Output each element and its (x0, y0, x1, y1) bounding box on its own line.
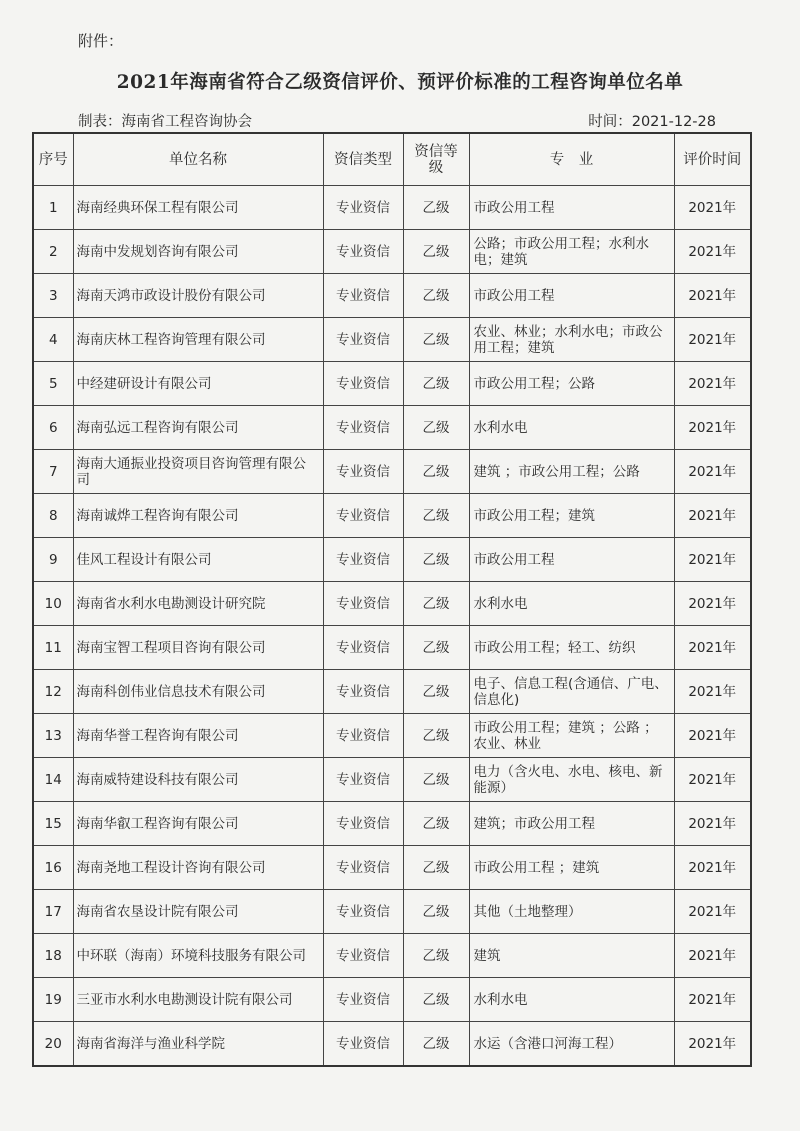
cell-credit-grade: 乙级 (403, 538, 469, 582)
table-header-row (33, 133, 751, 186)
cell-credit-type: 专业资信 (323, 406, 403, 450)
cell-credit-type: 专业资信 (323, 758, 403, 802)
cell-company-name: 佳风工程设计有限公司 (73, 538, 323, 582)
table-row (33, 846, 751, 890)
cell-company-name: 海南威特建设科技有限公司 (73, 758, 323, 802)
cell-company-name: 海南宝智工程项目咨询有限公司 (73, 626, 323, 670)
cell-evaluation-year: 2021年 (674, 230, 751, 274)
maker-label: 制表：海南省工程咨询协会 (78, 114, 252, 130)
cell-evaluation-year: 2021年 (674, 670, 751, 714)
table-row (33, 494, 751, 538)
cell-company-name: 海南大通振业投资项目咨询管理有限公司 (73, 450, 323, 494)
cell-no: 15 (33, 802, 73, 846)
cell-no: 7 (33, 450, 73, 494)
table-row (33, 670, 751, 714)
cell-evaluation-year: 2021年 (674, 846, 751, 890)
cell-specialty: 水运（含港口河海工程） (469, 1022, 674, 1067)
page-title: 2021年海南省符合乙级资信评价、预评价标准的工程咨询单位名单 (116, 72, 684, 93)
cell-company-name: 海南庆林工程咨询管理有限公司 (73, 318, 323, 362)
company-table (32, 132, 752, 1067)
cell-evaluation-year: 2021年 (674, 406, 751, 450)
cell-company-name: 海南华叡工程咨询有限公司 (73, 802, 323, 846)
table-row (33, 538, 751, 582)
cell-company-name: 中经建研设计有限公司 (73, 362, 323, 406)
cell-credit-type: 专业资信 (323, 846, 403, 890)
table-row (33, 582, 751, 626)
cell-evaluation-year: 2021年 (674, 978, 751, 1022)
cell-credit-grade: 乙级 (403, 274, 469, 318)
column-header-year: 评价时间 (674, 133, 751, 186)
cell-specialty: 市政公用工程 ；建筑 (469, 846, 674, 890)
table-row (33, 450, 751, 494)
cell-evaluation-year: 2021年 (674, 802, 751, 846)
date-label: 时间：2021-12-28 (588, 114, 716, 130)
cell-credit-type: 专业资信 (323, 186, 403, 230)
cell-credit-type: 专业资信 (323, 626, 403, 670)
cell-evaluation-year: 2021年 (674, 494, 751, 538)
cell-credit-grade: 乙级 (403, 846, 469, 890)
cell-evaluation-year: 2021年 (674, 362, 751, 406)
cell-credit-grade: 乙级 (403, 714, 469, 758)
cell-credit-grade: 乙级 (403, 186, 469, 230)
cell-company-name: 海南科创伟业信息技术有限公司 (73, 670, 323, 714)
table-row (33, 186, 751, 230)
cell-specialty: 市政公用工程；公路 (469, 362, 674, 406)
cell-credit-grade: 乙级 (403, 230, 469, 274)
cell-credit-type: 专业资信 (323, 934, 403, 978)
cell-credit-grade: 乙级 (403, 802, 469, 846)
cell-specialty: 水利水电 (469, 582, 674, 626)
cell-no: 2 (33, 230, 73, 274)
cell-no: 20 (33, 1022, 73, 1067)
cell-no: 6 (33, 406, 73, 450)
column-header-no: 序号 (33, 133, 73, 186)
cell-credit-grade: 乙级 (403, 494, 469, 538)
cell-no: 1 (33, 186, 73, 230)
cell-company-name: 海南天鸿市政设计股份有限公司 (73, 274, 323, 318)
cell-specialty: 水利水电 (469, 978, 674, 1022)
cell-evaluation-year: 2021年 (674, 890, 751, 934)
cell-specialty: 市政公用工程 (469, 186, 674, 230)
cell-evaluation-year: 2021年 (674, 274, 751, 318)
cell-company-name: 海南省农垦设计院有限公司 (73, 890, 323, 934)
table-row (33, 890, 751, 934)
cell-evaluation-year: 2021年 (674, 758, 751, 802)
table-row (33, 714, 751, 758)
cell-credit-type: 专业资信 (323, 362, 403, 406)
cell-company-name: 海南经典环保工程有限公司 (73, 186, 323, 230)
cell-credit-type: 专业资信 (323, 318, 403, 362)
cell-company-name: 海南省海洋与渔业科学院 (73, 1022, 323, 1067)
table-row (33, 362, 751, 406)
cell-credit-grade: 乙级 (403, 1022, 469, 1067)
cell-no: 5 (33, 362, 73, 406)
cell-credit-type: 专业资信 (323, 714, 403, 758)
cell-evaluation-year: 2021年 (674, 450, 751, 494)
table-row (33, 318, 751, 362)
cell-evaluation-year: 2021年 (674, 934, 751, 978)
cell-credit-grade: 乙级 (403, 362, 469, 406)
cell-credit-type: 专业资信 (323, 890, 403, 934)
cell-credit-type: 专业资信 (323, 582, 403, 626)
cell-company-name: 海南中发规划咨询有限公司 (73, 230, 323, 274)
column-header-name: 单位名称 (73, 133, 323, 186)
cell-specialty: 建筑；市政公用工程 (469, 802, 674, 846)
cell-no: 18 (33, 934, 73, 978)
cell-credit-grade: 乙级 (403, 318, 469, 362)
cell-evaluation-year: 2021年 (674, 1022, 751, 1067)
cell-credit-type: 专业资信 (323, 494, 403, 538)
table-row (33, 230, 751, 274)
column-header-major: 专 业 (469, 133, 674, 186)
cell-credit-grade: 乙级 (403, 626, 469, 670)
cell-company-name: 中环联（海南）环境科技服务有限公司 (73, 934, 323, 978)
table-row (33, 406, 751, 450)
cell-credit-type: 专业资信 (323, 1022, 403, 1067)
cell-specialty: 电力（含火电、水电、核电、新能源） (469, 758, 674, 802)
cell-specialty: 市政公用工程；建筑 (469, 494, 674, 538)
cell-evaluation-year: 2021年 (674, 582, 751, 626)
cell-credit-type: 专业资信 (323, 978, 403, 1022)
cell-no: 4 (33, 318, 73, 362)
cell-credit-type: 专业资信 (323, 802, 403, 846)
cell-company-name: 海南尧地工程设计咨询有限公司 (73, 846, 323, 890)
table-row (33, 758, 751, 802)
cell-no: 10 (33, 582, 73, 626)
cell-evaluation-year: 2021年 (674, 626, 751, 670)
cell-credit-grade: 乙级 (403, 406, 469, 450)
cell-credit-type: 专业资信 (323, 538, 403, 582)
cell-credit-grade: 乙级 (403, 758, 469, 802)
cell-no: 8 (33, 494, 73, 538)
cell-company-name: 三亚市水利水电勘测设计院有限公司 (73, 978, 323, 1022)
column-header-type: 资信类型 (323, 133, 403, 186)
cell-evaluation-year: 2021年 (674, 186, 751, 230)
cell-company-name: 海南省水利水电勘测设计研究院 (73, 582, 323, 626)
table-row (33, 934, 751, 978)
cell-credit-type: 专业资信 (323, 274, 403, 318)
cell-credit-type: 专业资信 (323, 230, 403, 274)
cell-specialty: 市政公用工程；轻工、纺织 (469, 626, 674, 670)
cell-no: 14 (33, 758, 73, 802)
cell-specialty: 农业、林业；水利水电；市政公用工程；建筑 (469, 318, 674, 362)
cell-credit-grade: 乙级 (403, 670, 469, 714)
cell-specialty: 公路；市政公用工程；水利水电；建筑 (469, 230, 674, 274)
cell-credit-grade: 乙级 (403, 978, 469, 1022)
cell-credit-type: 专业资信 (323, 670, 403, 714)
cell-no: 3 (33, 274, 73, 318)
cell-company-name: 海南华誉工程咨询有限公司 (73, 714, 323, 758)
cell-evaluation-year: 2021年 (674, 714, 751, 758)
table-row (33, 802, 751, 846)
cell-no: 13 (33, 714, 73, 758)
cell-evaluation-year: 2021年 (674, 318, 751, 362)
cell-specialty: 建筑 ；市政公用工程；公路 (469, 450, 674, 494)
cell-specialty: 市政公用工程；建筑 ；公路 ；农业、林业 (469, 714, 674, 758)
cell-credit-grade: 乙级 (403, 450, 469, 494)
cell-no: 17 (33, 890, 73, 934)
cell-specialty: 水利水电 (469, 406, 674, 450)
cell-specialty: 市政公用工程 (469, 538, 674, 582)
cell-no: 9 (33, 538, 73, 582)
cell-company-name: 海南诚烨工程咨询有限公司 (73, 494, 323, 538)
cell-company-name: 海南弘远工程咨询有限公司 (73, 406, 323, 450)
attachment-label: 附件： (78, 32, 124, 50)
cell-credit-grade: 乙级 (403, 934, 469, 978)
table-row (33, 274, 751, 318)
cell-specialty: 其他（土地整理） (469, 890, 674, 934)
cell-no: 12 (33, 670, 73, 714)
table-row (33, 626, 751, 670)
cell-credit-grade: 乙级 (403, 890, 469, 934)
cell-evaluation-year: 2021年 (674, 538, 751, 582)
cell-no: 11 (33, 626, 73, 670)
cell-specialty: 市政公用工程 (469, 274, 674, 318)
column-header-grade: 资信等级 (403, 133, 469, 186)
cell-specialty: 电子、信息工程(含通信、广电、信息化) (469, 670, 674, 714)
cell-credit-grade: 乙级 (403, 582, 469, 626)
cell-credit-type: 专业资信 (323, 450, 403, 494)
cell-specialty: 建筑 (469, 934, 674, 978)
cell-no: 16 (33, 846, 73, 890)
table-row (33, 978, 751, 1022)
cell-no: 19 (33, 978, 73, 1022)
table-row (33, 1022, 751, 1067)
